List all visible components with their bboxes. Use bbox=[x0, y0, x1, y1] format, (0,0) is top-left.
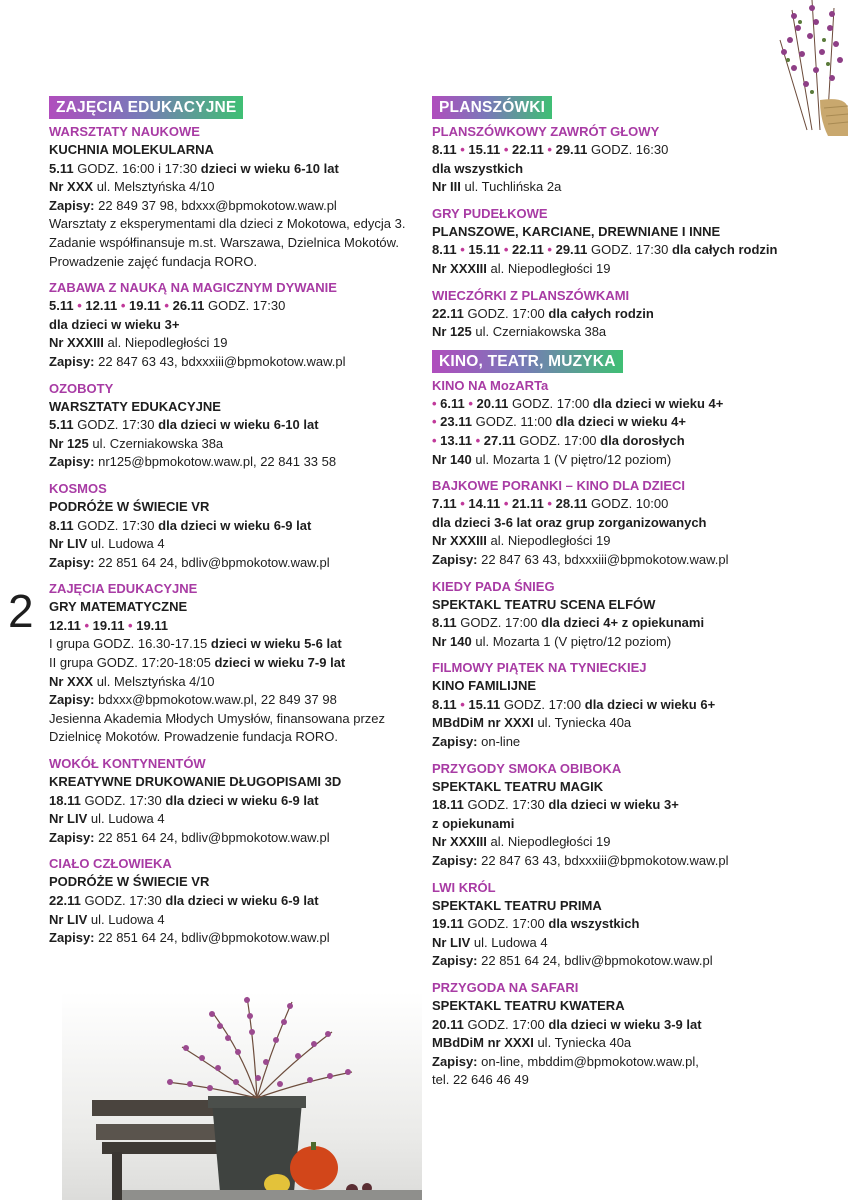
detail-text: 13.11 bbox=[440, 432, 472, 448]
event-description: Warsztaty z eksperymentami dla dzieci z Mokotowa, edycja 3. Zadanie współfinansuje m.st. Warszawa, Dzielnica Mokotów. Prowadzenie zajęć fundacja RORO. bbox=[49, 216, 406, 269]
event-detail-line bbox=[432, 160, 802, 179]
detail-text: GODZ. 16:30 bbox=[587, 142, 669, 157]
event-detail-line bbox=[432, 852, 802, 871]
bullet-separator: • bbox=[500, 242, 512, 258]
event-detail-line bbox=[49, 316, 409, 335]
bullet-separator: • bbox=[464, 395, 477, 411]
detail-text: al. Niepodległości 19 bbox=[486, 834, 611, 850]
detail-text: Nr 125 bbox=[49, 435, 89, 451]
event-block bbox=[432, 287, 802, 342]
detail-text: 14.11 bbox=[468, 496, 501, 512]
event-detail-line bbox=[432, 714, 802, 733]
bullet-separator: • bbox=[432, 414, 441, 430]
detail-text: Nr LIV bbox=[49, 911, 88, 927]
detail-text: 12.11 bbox=[85, 298, 118, 314]
detail-text: Zapisy: bbox=[432, 853, 478, 869]
detail-text: Nr 125 bbox=[432, 324, 472, 340]
event-detail-line bbox=[49, 691, 409, 710]
event-title: KREATYWNE DRUKOWANIE DŁUGOPISAMI 3D bbox=[49, 774, 342, 790]
event-detail-line bbox=[49, 435, 409, 454]
event-category: WIECZÓRKI Z PLANSZÓWKAMI bbox=[432, 287, 630, 303]
detail-text: al. Niepodległości 19 bbox=[103, 335, 228, 351]
event-detail-line bbox=[49, 517, 409, 536]
detail-text: 22.11 bbox=[49, 893, 81, 908]
detail-text: 12.11 bbox=[49, 617, 81, 633]
detail-text: GODZ. 17:00 bbox=[508, 395, 593, 411]
detail-text: ul. Ludowa 4 bbox=[87, 536, 165, 552]
detail-text: 19.11 bbox=[432, 916, 464, 932]
detail-text: 18.11 bbox=[49, 792, 81, 808]
detail-text: Nr 140 bbox=[432, 633, 472, 649]
detail-text: GODZ. 10:00 bbox=[587, 496, 669, 512]
detail-text: Nr XXXIII bbox=[432, 260, 487, 276]
section bbox=[432, 96, 802, 342]
event-title: PLANSZOWE, KARCIANE, DREWNIANE I INNE bbox=[432, 223, 721, 239]
detail-text: 5.11 bbox=[49, 417, 74, 433]
event-block bbox=[49, 755, 409, 847]
detail-text: GODZ. 17:30 bbox=[204, 298, 286, 314]
bullet-separator: • bbox=[73, 298, 86, 314]
detail-text: ul. Tuchlińska 2a bbox=[460, 179, 562, 195]
detail-text: ul. Mozarta 1 (V piętro/12 poziom) bbox=[471, 633, 672, 649]
event-detail-line bbox=[49, 160, 409, 179]
detail-text: ul. Tyniecka 40a bbox=[533, 715, 632, 731]
detail-text: 22 847 63 43, bdxxxiii@bpmokotow.waw.pl bbox=[477, 551, 729, 567]
event-category: PRZYGODA NA SAFARI bbox=[432, 980, 579, 995]
event-title: WARSZTATY EDUKACYJNE bbox=[49, 398, 221, 414]
detail-text: dla całych rodzin bbox=[671, 242, 778, 258]
detail-text: ul. Czerniakowska 38a bbox=[471, 324, 607, 340]
event-detail-line bbox=[49, 673, 409, 692]
event-title: SPEKTAKL TEATRU PRIMA bbox=[432, 897, 602, 913]
event-detail-line bbox=[432, 241, 802, 260]
detail-text: 22 849 37 98, bdxxx@bpmokotow.waw.pl bbox=[94, 197, 337, 213]
detail-text: dla dzieci w wieku 3+ bbox=[49, 316, 180, 332]
event-category: ZAJĘCIA EDUKACYJNE bbox=[49, 581, 198, 597]
detail-text: 29.11 bbox=[555, 242, 588, 258]
detail-text: 22 851 64 24, bdliv@bpmokotow.waw.pl bbox=[94, 829, 330, 845]
detail-text: dla dzieci w wieku 6-9 lat bbox=[165, 893, 319, 908]
event-detail-line bbox=[432, 178, 802, 197]
bullet-separator: • bbox=[432, 395, 441, 411]
detail-text: 22 847 63 43, bdxxxiii@bpmokotow.waw.pl bbox=[94, 353, 346, 369]
detail-text: dzieci w wieku 6-10 lat bbox=[200, 160, 339, 176]
detail-text: 21.11 bbox=[511, 496, 544, 512]
detail-text: 15.11 bbox=[468, 696, 501, 712]
event-block bbox=[432, 377, 802, 469]
event-detail-line bbox=[432, 1016, 802, 1035]
detail-text: dla dzieci w wieku 6+ bbox=[584, 696, 716, 712]
event-detail-line bbox=[432, 614, 802, 633]
detail-text: dla dzieci w wieku 3-9 lat bbox=[548, 1016, 702, 1032]
detail-text: 23.11 bbox=[440, 414, 472, 430]
event-title: PODRÓŻE W ŚWIECIE VR bbox=[49, 498, 210, 514]
event-block bbox=[432, 477, 802, 569]
bullet-separator: • bbox=[456, 142, 469, 157]
detail-text: Zapisy: bbox=[49, 353, 95, 369]
detail-text: bdxxx@bpmokotow.waw.pl, 22 849 37 98 bbox=[94, 692, 337, 708]
section-heading: PLANSZÓWKI bbox=[432, 96, 552, 119]
detail-text: GODZ. 17:00 bbox=[463, 916, 549, 932]
section-heading: ZAJĘCIA EDUKACYJNE bbox=[49, 96, 243, 119]
bullet-separator: • bbox=[456, 496, 469, 512]
bullet-separator: • bbox=[543, 142, 556, 157]
event-block bbox=[432, 578, 802, 652]
detail-text: GODZ. 17:00 bbox=[463, 305, 549, 321]
event-block bbox=[432, 659, 802, 751]
event-category: CIAŁO CZŁOWIEKA bbox=[49, 856, 172, 872]
event-detail-line bbox=[49, 892, 409, 911]
bullet-separator: • bbox=[456, 696, 469, 712]
detail-text: GODZ. 17:30 bbox=[80, 792, 166, 808]
event-title: SPEKTAKL TEATRU SCENA ELFÓW bbox=[432, 596, 656, 612]
event-title: GRY MATEMATYCZNE bbox=[49, 599, 188, 615]
detail-text: Zapisy: bbox=[49, 930, 95, 946]
detail-text: al. Niepodległości 19 bbox=[486, 260, 611, 276]
event-detail-line bbox=[432, 395, 802, 414]
detail-text: nr125@bpmokotow.waw.pl, 22 841 33 58 bbox=[94, 454, 337, 470]
detail-text: Nr XXX bbox=[49, 179, 94, 195]
page-number: 2 bbox=[8, 585, 34, 637]
detail-text: Zapisy: bbox=[432, 953, 478, 969]
event-detail-line bbox=[432, 495, 802, 514]
detail-text: ul. Czerniakowska 38a bbox=[88, 435, 224, 451]
detail-text: 18.11 bbox=[432, 797, 464, 813]
detail-text: 7.11 bbox=[432, 496, 457, 512]
event-title: SPEKTAKL TEATRU MAGIK bbox=[432, 778, 604, 794]
event-detail-line bbox=[49, 792, 409, 811]
detail-text: on-line, mbddim@bpmokotow.waw.pl, bbox=[477, 1053, 699, 1069]
detail-text: 5.11 bbox=[49, 160, 74, 176]
event-block bbox=[49, 123, 409, 271]
detail-text: MBdDiM nr XXXI bbox=[432, 715, 534, 731]
event-category: LWI KRÓL bbox=[432, 879, 496, 895]
event-detail-line bbox=[432, 915, 802, 934]
detail-text: 22 851 64 24, bdliv@bpmokotow.waw.pl bbox=[94, 554, 330, 570]
detail-text: 19.11 bbox=[136, 617, 169, 633]
detail-text: Nr LIV bbox=[49, 536, 88, 552]
event-detail-line bbox=[432, 323, 802, 342]
detail-text: 22.11 bbox=[432, 305, 464, 321]
detail-text: Nr LIV bbox=[432, 934, 471, 950]
detail-text: Zapisy: bbox=[432, 1053, 478, 1069]
bullet-separator: • bbox=[117, 298, 129, 314]
detail-text: 19.11 bbox=[92, 617, 125, 633]
bullet-separator: • bbox=[543, 496, 556, 512]
event-category: WOKÓŁ KONTYNENTÓW bbox=[49, 756, 206, 772]
event-detail-line bbox=[432, 796, 802, 815]
bullet-separator: • bbox=[124, 617, 137, 633]
detail-text: dzieci w wieku 5-6 lat bbox=[210, 636, 342, 652]
detail-text: dzieci w wieku 7-9 lat bbox=[214, 655, 346, 671]
event-category: ZABAWA Z NAUKĄ NA MAGICZNYM DYWANIE bbox=[49, 280, 337, 296]
detail-text: 19.11 bbox=[128, 298, 161, 314]
event-detail-line bbox=[432, 514, 802, 533]
event-block bbox=[49, 855, 409, 947]
detail-text: dla dzieci 3-6 lat oraz grup zorganizowanych bbox=[432, 514, 707, 530]
detail-text: Zapisy: bbox=[49, 197, 95, 213]
detail-text: Nr III bbox=[432, 179, 461, 195]
event-category: WARSZTATY NAUKOWE bbox=[49, 124, 200, 139]
detail-text: GODZ. 11:00 bbox=[472, 414, 556, 430]
bullet-separator: • bbox=[543, 242, 556, 258]
detail-text: 5.11 bbox=[49, 298, 74, 314]
event-category: KOSMOS bbox=[49, 480, 107, 496]
detail-text: tel. 22 646 46 49 bbox=[432, 1072, 529, 1088]
detail-text: ul. Ludowa 4 bbox=[87, 811, 165, 827]
event-detail-line bbox=[432, 1053, 802, 1072]
event-detail-line bbox=[432, 551, 802, 570]
detail-text: dla wszystkich bbox=[432, 160, 524, 176]
event-title: KINO FAMILIJNE bbox=[432, 678, 537, 694]
detail-text: GODZ. 17:30 bbox=[73, 517, 159, 533]
event-detail-line bbox=[49, 416, 409, 435]
event-detail-line bbox=[432, 833, 802, 852]
detail-text: dla dzieci w wieku 3+ bbox=[548, 797, 679, 813]
event-detail-line bbox=[432, 532, 802, 551]
event-detail-line bbox=[432, 413, 802, 432]
detail-text: dla dzieci w wieku 6-9 lat bbox=[158, 517, 312, 533]
detail-text: z opiekunami bbox=[432, 815, 515, 831]
detail-text: dla dzieci w wieku 6-10 lat bbox=[158, 417, 319, 433]
event-block bbox=[432, 205, 802, 279]
detail-text: 28.11 bbox=[555, 496, 588, 512]
event-detail-line bbox=[49, 929, 409, 948]
detail-text: I grupa GODZ. 16.30-17.15 bbox=[49, 636, 211, 652]
detail-text: 22 851 64 24, bdliv@bpmokotow.waw.pl bbox=[477, 953, 713, 969]
detail-text: 8.11 bbox=[432, 615, 457, 631]
detail-text: 29.11 bbox=[555, 142, 588, 157]
detail-text: Nr XXX bbox=[49, 673, 94, 689]
event-detail-line bbox=[49, 453, 409, 472]
detail-text: 22 847 63 43, bdxxxiii@bpmokotow.waw.pl bbox=[477, 853, 729, 869]
detail-text: 8.11 bbox=[432, 696, 457, 712]
event-title: SPEKTAKL TEATRU KWATERA bbox=[432, 998, 625, 1013]
event-block bbox=[432, 123, 802, 197]
event-detail-line bbox=[49, 554, 409, 573]
detail-text: MBdDiM nr XXXI bbox=[432, 1035, 534, 1051]
event-detail-line bbox=[432, 305, 802, 324]
event-block bbox=[432, 979, 802, 1090]
detail-text: dla dzieci w wieku 4+ bbox=[592, 395, 724, 411]
event-category: PRZYGODY SMOKA OBIBOKA bbox=[432, 760, 622, 776]
detail-text: Nr 140 bbox=[432, 451, 472, 467]
event-detail-line bbox=[49, 911, 409, 930]
bullet-separator: • bbox=[500, 142, 512, 157]
event-detail-line bbox=[432, 696, 802, 715]
event-detail-line bbox=[49, 297, 409, 316]
detail-text: Nr LIV bbox=[49, 811, 88, 827]
event-block bbox=[49, 380, 409, 472]
detail-text: 27.11 bbox=[483, 432, 516, 448]
detail-text: 8.11 bbox=[432, 242, 457, 258]
detail-text: 15.11 bbox=[468, 242, 501, 258]
detail-text: 22.11 bbox=[511, 142, 544, 157]
event-detail-line bbox=[432, 260, 802, 279]
detail-text: 22.11 bbox=[511, 242, 544, 258]
event-detail-line bbox=[432, 432, 802, 451]
detail-text: dla dzieci w wieku 6-9 lat bbox=[165, 792, 319, 808]
event-detail-line bbox=[432, 1034, 802, 1053]
detail-text: dla całych rodzin bbox=[548, 305, 654, 321]
event-detail-line bbox=[49, 654, 409, 673]
detail-text: GODZ. 17:30 bbox=[463, 797, 549, 813]
detail-text: ul. Tyniecka 40a bbox=[533, 1035, 632, 1051]
detail-text: GODZ. 17:30 bbox=[80, 893, 166, 908]
detail-text: 8.11 bbox=[432, 142, 457, 157]
detail-text: ul. Melsztyńska 4/10 bbox=[93, 673, 215, 689]
event-detail-line bbox=[432, 815, 802, 834]
event-block bbox=[49, 580, 409, 747]
event-detail-line bbox=[432, 952, 802, 971]
event-detail-line bbox=[49, 197, 409, 216]
detail-text: Zapisy: bbox=[49, 554, 95, 570]
detail-text: dla wszystkich bbox=[548, 916, 640, 932]
event-detail-line bbox=[432, 141, 802, 160]
event-title: KUCHNIA MOLEKULARNA bbox=[49, 142, 214, 157]
event-detail-line bbox=[49, 334, 409, 353]
detail-text: GODZ. 17:00 bbox=[515, 432, 601, 448]
event-block bbox=[432, 879, 802, 971]
event-detail-line bbox=[432, 633, 802, 652]
detail-text: Zapisy: bbox=[49, 829, 95, 845]
bullet-separator: • bbox=[160, 298, 173, 314]
detail-text: GODZ. 17:00 bbox=[456, 615, 542, 631]
detail-text: Zapisy: bbox=[432, 551, 478, 567]
detail-text: 20.11 bbox=[432, 1016, 464, 1032]
event-detail-line bbox=[432, 451, 802, 470]
detail-text: 6.11 bbox=[440, 395, 465, 411]
bullet-separator: • bbox=[472, 432, 484, 448]
heather-plant-bench-pumpkin-photo bbox=[62, 992, 422, 1200]
detail-text: Zapisy: bbox=[432, 734, 478, 750]
detail-text: dla dzieci 4+ z opiekunami bbox=[541, 615, 705, 631]
detail-text: Nr XXXIII bbox=[432, 834, 487, 850]
detail-text: Nr XXXIII bbox=[432, 533, 487, 549]
detail-text: GODZ. 16:00 i 17:30 bbox=[73, 160, 201, 176]
detail-text: ul. Ludowa 4 bbox=[87, 911, 165, 927]
event-detail-line bbox=[49, 635, 409, 654]
event-block bbox=[49, 279, 409, 371]
detail-text: 20.11 bbox=[476, 395, 509, 411]
event-category: GRY PUDEŁKOWE bbox=[432, 205, 548, 221]
event-detail-line bbox=[432, 1071, 802, 1090]
detail-text: GODZ. 17:00 bbox=[463, 1016, 549, 1032]
event-detail-line bbox=[49, 829, 409, 848]
detail-text: Zapisy: bbox=[49, 454, 95, 470]
detail-text: ul. Ludowa 4 bbox=[470, 934, 548, 950]
detail-text: ul. Melsztyńska 4/10 bbox=[93, 179, 215, 195]
detail-text: al. Niepodległości 19 bbox=[486, 533, 611, 549]
bullet-separator: • bbox=[80, 617, 93, 633]
detail-text: II grupa GODZ. 17:20-18:05 bbox=[49, 655, 215, 671]
bullet-separator: • bbox=[432, 432, 441, 448]
event-block bbox=[49, 480, 409, 572]
event-category: KINO NA MozARTa bbox=[432, 377, 549, 393]
event-title: PODRÓŻE W ŚWIECIE VR bbox=[49, 874, 210, 890]
event-detail-line bbox=[49, 535, 409, 554]
bullet-separator: • bbox=[456, 242, 469, 258]
detail-text: on-line bbox=[477, 734, 521, 750]
detail-text: GODZ. 17:30 bbox=[73, 417, 159, 433]
event-category: PLANSZÓWKOWY ZAWRÓT GŁOWY bbox=[432, 124, 660, 139]
detail-text: Nr XXXIII bbox=[49, 335, 104, 351]
event-block bbox=[432, 760, 802, 871]
event-category: FILMOWY PIĄTEK NA TYNIECKIEJ bbox=[432, 660, 647, 676]
detail-text: dla dzieci w wieku 4+ bbox=[555, 414, 686, 430]
right-column bbox=[432, 96, 802, 1098]
section-heading: KINO, TEATR, MUZYKA bbox=[432, 350, 623, 373]
detail-text: 15.11 bbox=[468, 142, 501, 157]
event-detail-line bbox=[432, 733, 802, 752]
section bbox=[432, 350, 802, 1090]
detail-text: dla dorosłych bbox=[600, 432, 685, 448]
event-detail-line bbox=[432, 934, 802, 953]
detail-text: GODZ. 17:30 bbox=[587, 242, 672, 258]
event-category: KIEDY PADA ŚNIEG bbox=[432, 578, 555, 594]
detail-text: GODZ. 17:00 bbox=[500, 696, 585, 712]
detail-text: 22 851 64 24, bdliv@bpmokotow.waw.pl bbox=[94, 930, 330, 946]
left-column bbox=[49, 96, 409, 956]
event-detail-line bbox=[49, 617, 409, 636]
detail-text: Zapisy: bbox=[49, 692, 95, 708]
detail-text: ul. Mozarta 1 (V piętro/12 poziom) bbox=[471, 451, 672, 467]
event-list bbox=[49, 123, 409, 948]
event-detail-line bbox=[49, 810, 409, 829]
event-detail-line bbox=[49, 178, 409, 197]
event-category: OZOBOTY bbox=[49, 380, 114, 396]
event-category: BAJKOWE PORANKI – KINO DLA DZIECI bbox=[432, 478, 686, 494]
detail-text: 8.11 bbox=[49, 517, 74, 533]
bullet-separator: • bbox=[500, 496, 512, 512]
event-description: Jesienna Akademia Młodych Umysłów, finansowana przez Dzielnicę Mokotów. Prowadzenie fundacja RORO. bbox=[49, 710, 386, 745]
event-detail-line bbox=[49, 353, 409, 372]
detail-text: 26.11 bbox=[172, 298, 205, 314]
